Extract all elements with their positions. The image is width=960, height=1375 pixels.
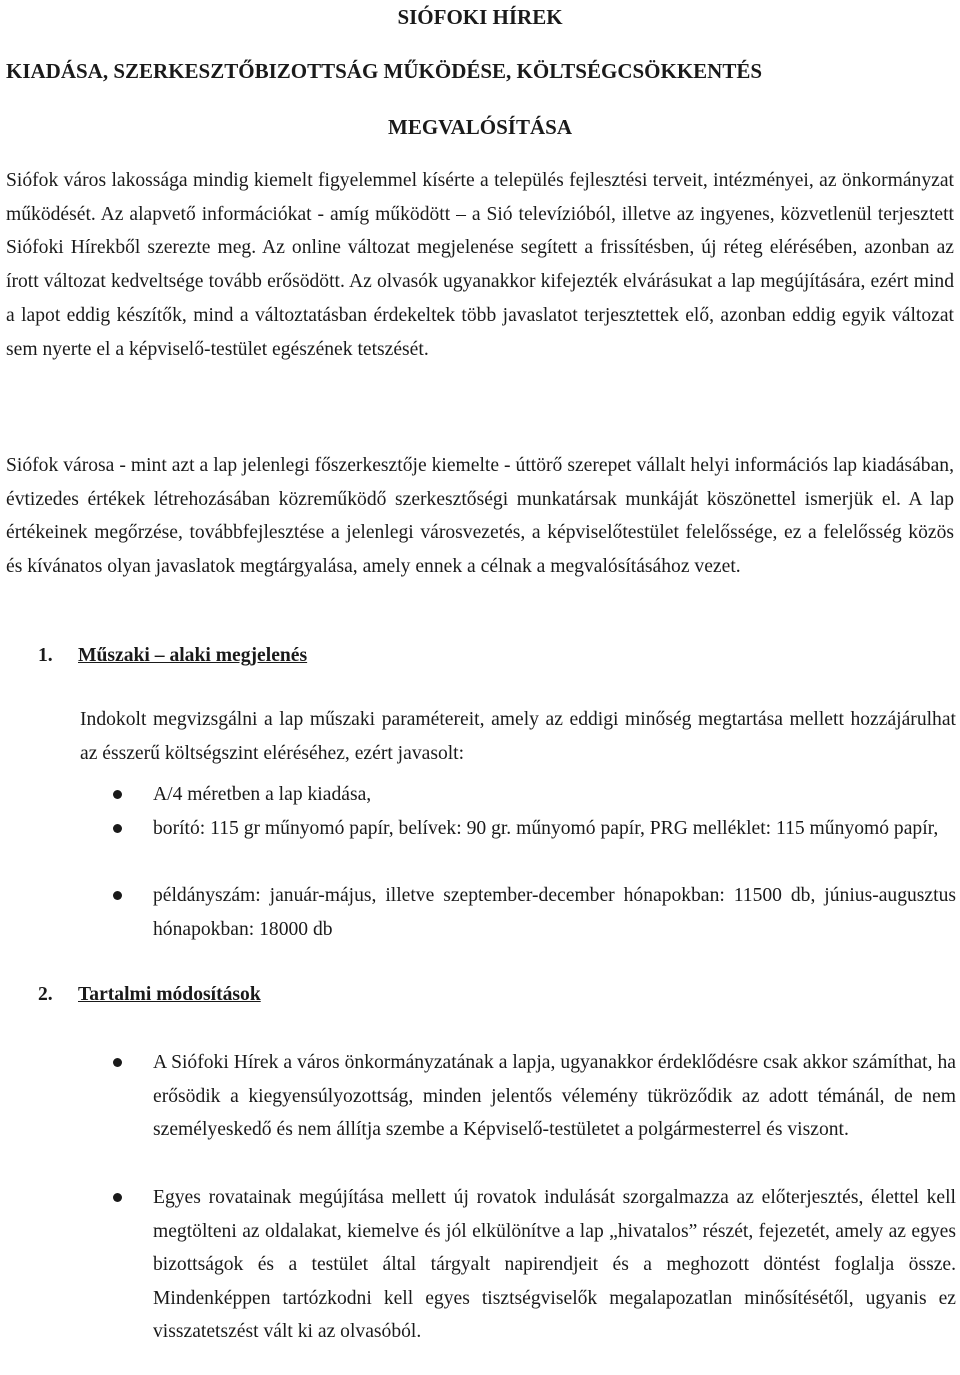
section-intro-paragraph: Indokolt megvizsgálni a lap műszaki paramétereit, amely az eddigi minőség megtartása mellett hozzájárulhat az ésszerű költségszint eléréséhez, ezért javasolt: bbox=[80, 709, 956, 764]
document-subtitle-line2: MEGVALÓSÍTÁSA bbox=[388, 115, 572, 139]
list-item-text: Egyes rovatainak megújítása mellett új rovatok indulását szorgalmazza az előterjesztés, élettel kell megtölteni az oldalakat, kiemelve és jól elkülönítve a lap „hivatalos” részét, fejezetét, amely az egyes bizottságok és a testület által tárgyalt napirendjeit és a meghozott döntést foglalja össze. Mindenképpen tartózkodni kell egyes tisztségviselők megalapozatlan minősítésétől, ugyanis ez visszatetszést vált ki az olvasóból. bbox=[153, 1187, 956, 1342]
bullet-icon bbox=[113, 790, 122, 799]
list-item-text: borító: 115 gr műnyomó papír, belívek: 90 gr. műnyomó papír, PRG melléklet: 115 műnyomó papír, bbox=[153, 818, 939, 839]
section-title: Műszaki – alaki megjelenés bbox=[78, 645, 308, 666]
list-item-text: A Siófoki Hírek a város önkormányzatának a lapja, ugyanakkor érdeklődésre csak akkor számíthat, ha erősödik a kiegyensúlyozottság, minden jelentős vélemény tükröződik az adott témánál, de nem személyeskedő és nem állítja szembe a Képviselő-testületet a polgármesterrel és viszont. bbox=[153, 1052, 956, 1140]
section-number: 1. bbox=[38, 645, 53, 666]
section-title: Tartalmi módosítások bbox=[78, 984, 261, 1005]
bullet-icon bbox=[113, 824, 122, 833]
document-title: SIÓFOKI HÍREK bbox=[397, 5, 563, 29]
list-item-text: példányszám: január-május, illetve szeptember-december hónapokban: 11500 db, június-augusztus hónapokban: 18000 db bbox=[153, 885, 956, 940]
paragraph-acknowledgement: Siófok városa - mint azt a lap jelenlegi főszerkesztője kiemelte - úttörő szerepet vállalt helyi információs lap kiadásában, évtizedes értékek létrehozásában közreműködő szerkesztőségi munkatársak munkáját köszönettel ismerjük el. A lap értékeinek megőrzése, továbbfejlesztése a jelenlegi városvezetés, a képviselőtestület felelőssége, ez a felelősség közös és kívánatos olyan javaslatok megtárgyalása, amely ennek a célnak a megvalósításához vezet. bbox=[6, 455, 954, 578]
bullet-icon bbox=[113, 1193, 122, 1202]
bullet-icon bbox=[113, 891, 122, 900]
bullet-icon bbox=[113, 1058, 122, 1067]
section-number: 2. bbox=[38, 984, 53, 1005]
section-heading-technical bbox=[38, 642, 307, 670]
list-item-text: A/4 méretben a lap kiadása, bbox=[153, 784, 372, 805]
document-subtitle-line1: KIADÁSA, SZERKESZTŐBIZOTTSÁG MŰKÖDÉSE, KÖLTSÉGCSÖKKENTÉS bbox=[6, 59, 763, 83]
paragraph-intro: Siófok város lakossága mindig kiemelt figyelemmel kísérte a település fejlesztési terveit, intézményei, az önkormányzat működését. Az alapvető információkat - amíg működött – a Sió televízióból, illetve az ingyenes, közvetlenül terjesztett Siófoki Hírekből szerezte meg. Az online változat megjelenése segített a frissítésben, új réteg elérésében, azonban az írott változat kedveltsége tovább erősödött. Az olvasók ugyanakkor kifejezték elvárásukat a lap megújítására, ezért mind a lapot eddig készítők, mind a változtatásban érdekeltek több javaslatot terjesztettek elő, azonban eddig egyik változat sem nyerte el a képviselő-testület egészének tetszését. bbox=[6, 170, 954, 360]
section-heading-content bbox=[38, 981, 261, 1009]
